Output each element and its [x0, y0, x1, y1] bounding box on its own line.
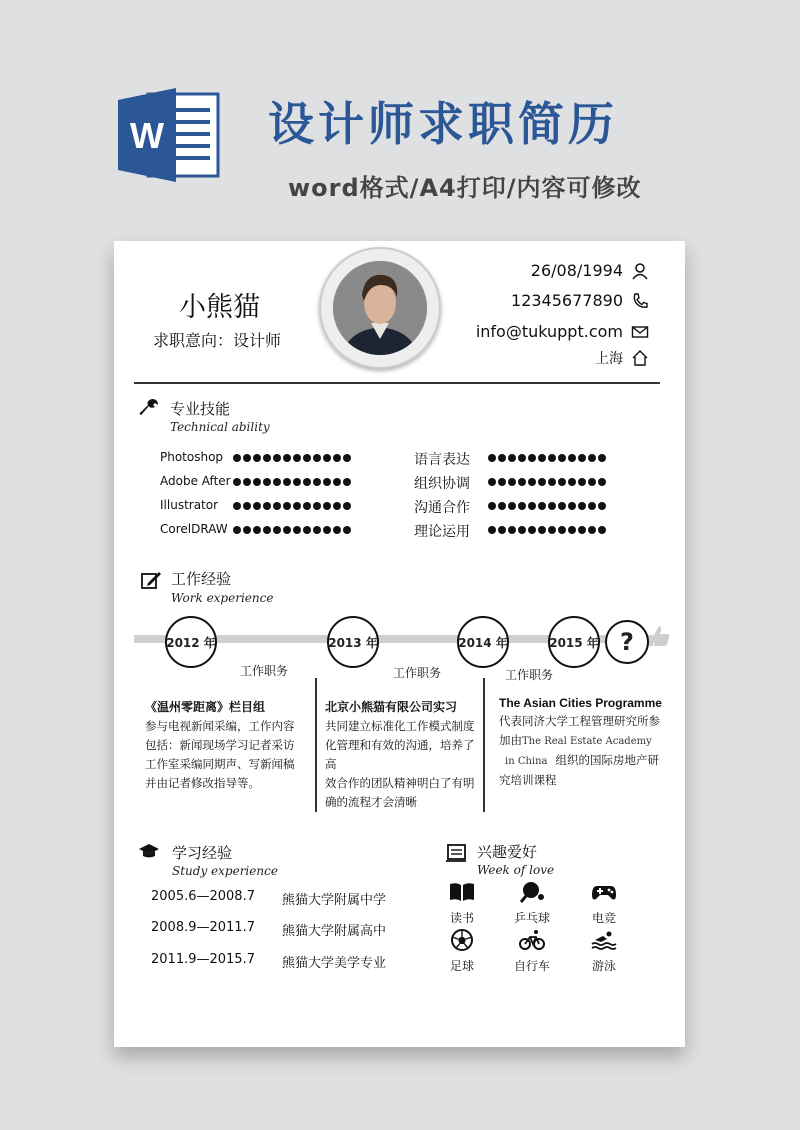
rating-dot — [538, 526, 546, 534]
work-subtitle: Work experience — [171, 591, 274, 605]
skill-label: Photoshop — [160, 450, 224, 464]
thumbs-up-icon — [645, 624, 671, 652]
hobby-label: 乒乓球 — [513, 911, 550, 925]
rating-dot — [273, 502, 281, 510]
hobby-item — [427, 929, 497, 974]
phone-number: 12345677890 — [511, 291, 623, 310]
rating-dot — [548, 502, 556, 510]
rating-dot — [333, 478, 341, 486]
experience-line: 代表同济大学工程管理研究所参 — [499, 714, 660, 728]
experience-line: 共同建立标准化工作模式制度 — [325, 719, 475, 733]
header-divider — [134, 382, 660, 384]
skill-label: 沟通合作 — [414, 500, 470, 516]
hobby-label: 游泳 — [591, 959, 616, 973]
rating-dot — [313, 454, 321, 462]
ping-pong-icon — [519, 881, 545, 903]
rating-dot — [233, 454, 241, 462]
job-position-label: 工作职务 — [505, 668, 554, 682]
rating-dot — [293, 478, 301, 486]
skill-label: CorelDRAW — [160, 522, 228, 536]
experience-line — [499, 731, 679, 751]
rating-dot — [293, 502, 301, 510]
skills-title: 专业技能 — [170, 400, 231, 418]
experience-line: 究培训课程 — [499, 773, 557, 787]
skill-label: 理论运用 — [414, 524, 470, 540]
experience-line: 效合作的团队精神明白了有明 — [325, 776, 475, 790]
hobby-label: 电竞 — [591, 911, 616, 925]
rating-dot — [558, 478, 566, 486]
rating-dot — [343, 454, 351, 462]
experience-line: 包括：新闻现场学习记者采访 — [145, 738, 295, 752]
education-period: 2011.9—2015.7 — [151, 952, 255, 967]
rating-dot — [518, 526, 526, 534]
rating-dot — [508, 478, 516, 486]
email-row — [476, 322, 649, 341]
rating-dot — [333, 526, 341, 534]
skill-rating-dots — [488, 526, 606, 534]
hobby-item — [497, 929, 567, 974]
home-icon — [631, 349, 649, 367]
rating-dot — [588, 526, 596, 534]
hobby-label: 自行车 — [513, 959, 550, 973]
hobbies-title: 兴趣爱好 — [477, 843, 538, 861]
rating-dot — [283, 502, 291, 510]
birth-row — [531, 261, 649, 280]
experience-text-english: The Real Estate Academy — [522, 736, 652, 747]
portrait-image — [333, 261, 427, 355]
rating-dot — [343, 478, 351, 486]
rating-dot — [568, 502, 576, 510]
hobbies-subtitle: Week of love — [477, 863, 555, 877]
edit-icon — [140, 569, 162, 595]
wrench-icon — [138, 397, 160, 423]
notebook-icon — [445, 841, 467, 867]
rating-dot — [558, 454, 566, 462]
rating-dot — [303, 502, 311, 510]
hobby-item — [569, 929, 639, 974]
rating-dot — [283, 478, 291, 486]
education-subtitle: Study experience — [172, 864, 278, 878]
rating-dot — [323, 502, 331, 510]
rating-dot — [538, 454, 546, 462]
rating-dot — [253, 502, 261, 510]
rating-dot — [588, 502, 596, 510]
rating-dot — [303, 478, 311, 486]
rating-dot — [253, 454, 261, 462]
soccer-ball-icon — [449, 929, 475, 951]
rating-dot — [598, 478, 606, 486]
rating-dot — [548, 454, 556, 462]
rating-dot — [263, 502, 271, 510]
rating-dot — [568, 454, 576, 462]
rating-dot — [538, 478, 546, 486]
rating-dot — [528, 526, 536, 534]
question-mark-icon: ? — [605, 620, 649, 664]
timeline-year: 2013 年 — [327, 616, 379, 668]
timeline-year: 2015 年 — [548, 616, 600, 668]
banner-subtitle: word格式/A4打印/内容可修改 — [288, 174, 642, 202]
rating-dot — [263, 478, 271, 486]
rating-dot — [343, 502, 351, 510]
mail-icon — [631, 323, 649, 341]
job-intent: 求职意向：设计师 — [153, 331, 282, 350]
rating-dot — [528, 502, 536, 510]
rating-dot — [528, 454, 536, 462]
rating-dot — [518, 454, 526, 462]
rating-dot — [518, 478, 526, 486]
experience-title: 《温州零距离》栏目组 — [145, 700, 266, 714]
rating-dot — [253, 478, 261, 486]
rating-dot — [568, 526, 576, 534]
experience-entry — [499, 696, 679, 790]
person-icon — [631, 262, 649, 280]
rating-dot — [323, 478, 331, 486]
hobby-label: 读书 — [449, 911, 474, 925]
skill-label: 组织协调 — [414, 476, 470, 492]
experience-text: 组织的国际房地产研 — [555, 753, 660, 767]
experience-entry — [145, 698, 313, 793]
education-title: 学习经验 — [172, 844, 233, 862]
rating-dot — [263, 526, 271, 534]
skill-rating-dots — [488, 502, 606, 510]
hobby-item — [497, 881, 567, 926]
candidate-name: 小熊猫 — [179, 292, 260, 323]
rating-dot — [293, 454, 301, 462]
column-divider — [483, 678, 485, 812]
rating-dot — [263, 454, 271, 462]
experience-line: 工作室采编同期声、写新闻稿 — [145, 757, 295, 771]
skill-rating-dots — [488, 454, 606, 462]
rating-dot — [498, 454, 506, 462]
hobby-item — [427, 881, 497, 926]
job-position-label: 工作职务 — [393, 666, 442, 680]
word-document-icon — [118, 86, 226, 184]
rating-dot — [303, 526, 311, 534]
rating-dot — [578, 526, 586, 534]
rating-dot — [588, 454, 596, 462]
hobby-item — [569, 881, 639, 926]
rating-dot — [323, 526, 331, 534]
experience-line: 并由记者修改指导等。 — [145, 776, 260, 790]
rating-dot — [598, 502, 606, 510]
rating-dot — [293, 526, 301, 534]
rating-dot — [243, 454, 251, 462]
education-school: 熊猫大学附属中学 — [282, 893, 387, 908]
rating-dot — [313, 502, 321, 510]
rating-dot — [598, 454, 606, 462]
skill-rating-dots — [233, 502, 351, 510]
job-position-label: 工作职务 — [240, 664, 289, 678]
phone-row — [511, 291, 649, 310]
experience-title: 北京小熊猫有限公司实习 — [325, 700, 458, 714]
graduation-cap-icon — [138, 841, 160, 867]
skill-label: Illustrator — [160, 498, 219, 512]
rating-dot — [343, 526, 351, 534]
skill-label: 语言表达 — [414, 452, 470, 468]
experience-line: 化管理和有效的沟通，培养了高 — [325, 738, 475, 771]
swimming-icon — [591, 929, 617, 951]
rating-dot — [578, 478, 586, 486]
birth-date: 26/08/1994 — [530, 261, 623, 280]
gamepad-icon — [591, 881, 617, 903]
rating-dot — [578, 454, 586, 462]
city: 上海 — [595, 351, 623, 367]
column-divider — [315, 678, 317, 812]
bicycle-icon — [519, 929, 545, 951]
rating-dot — [243, 478, 251, 486]
rating-dot — [548, 478, 556, 486]
rating-dot — [498, 502, 506, 510]
rating-dot — [508, 526, 516, 534]
phone-icon — [631, 292, 649, 310]
rating-dot — [508, 502, 516, 510]
rating-dot — [273, 478, 281, 486]
rating-dot — [488, 502, 496, 510]
experience-text: 加由 — [499, 733, 522, 747]
skill-label: Adobe After — [160, 474, 231, 488]
rating-dot — [253, 526, 261, 534]
rating-dot — [498, 478, 506, 486]
rating-dot — [548, 526, 556, 534]
rating-dot — [233, 502, 241, 510]
book-icon — [449, 881, 475, 903]
skill-rating-dots — [488, 478, 606, 486]
email-address: info@tukuppt.com — [475, 322, 623, 341]
timeline-year: 2012 年 — [165, 616, 217, 668]
resume-sheet — [114, 241, 685, 1047]
rating-dot — [313, 478, 321, 486]
rating-dot — [283, 526, 291, 534]
rating-dot — [588, 478, 596, 486]
rating-dot — [333, 502, 341, 510]
word-letter: W — [130, 115, 164, 156]
experience-title: The Asian Cities Programme — [499, 696, 662, 710]
education-school: 熊猫大学附属高中 — [282, 924, 387, 939]
profile-photo — [319, 247, 441, 369]
rating-dot — [303, 454, 311, 462]
work-title: 工作经验 — [171, 570, 232, 588]
rating-dot — [233, 478, 241, 486]
education-school: 熊猫大学美学专业 — [282, 956, 387, 971]
experience-text-english: in China — [505, 756, 548, 767]
experience-line — [499, 751, 679, 771]
rating-dot — [313, 526, 321, 534]
rating-dot — [528, 478, 536, 486]
rating-dot — [323, 454, 331, 462]
rating-dot — [568, 478, 576, 486]
rating-dot — [488, 478, 496, 486]
rating-dot — [518, 502, 526, 510]
rating-dot — [558, 526, 566, 534]
skill-rating-dots — [233, 478, 351, 486]
rating-dot — [273, 526, 281, 534]
education-period: 2008.9—2011.7 — [151, 920, 255, 935]
rating-dot — [273, 454, 281, 462]
rating-dot — [233, 526, 241, 534]
timeline-year: 2014 年 — [457, 616, 509, 668]
rating-dot — [243, 502, 251, 510]
skills-subtitle: Technical ability — [170, 420, 270, 434]
banner-title: 设计师求职简历 — [268, 97, 618, 151]
rating-dot — [498, 526, 506, 534]
rating-dot — [243, 526, 251, 534]
skill-rating-dots — [233, 454, 351, 462]
rating-dot — [488, 526, 496, 534]
experience-line: 确的流程才会清晰 — [325, 795, 417, 809]
rating-dot — [508, 454, 516, 462]
rating-dot — [283, 454, 291, 462]
city-row — [595, 348, 649, 368]
rating-dot — [598, 526, 606, 534]
rating-dot — [333, 454, 341, 462]
skill-rating-dots — [233, 526, 351, 534]
rating-dot — [578, 502, 586, 510]
experience-entry — [325, 698, 483, 812]
rating-dot — [558, 502, 566, 510]
rating-dot — [538, 502, 546, 510]
education-period: 2005.6—2008.7 — [151, 889, 255, 904]
rating-dot — [488, 454, 496, 462]
hobby-label: 足球 — [449, 959, 474, 973]
experience-line: 参与电视新闻采编，工作内容 — [145, 719, 295, 733]
